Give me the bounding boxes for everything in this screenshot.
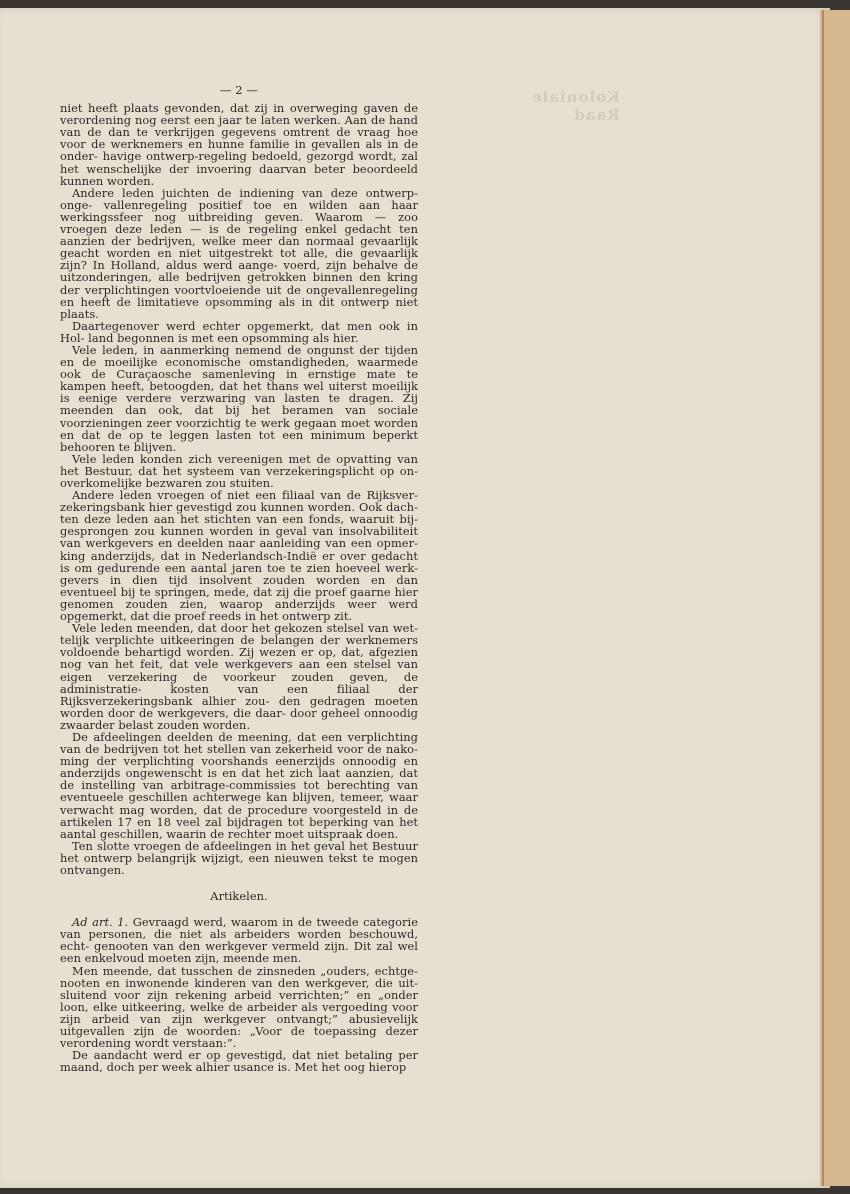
paragraph: Ten slotte vroegen de afdeelingen in het geval het Bestuur het ontwerp belangrijk wijzigt, een nieuwen tekst te mogen ontvangen. bbox=[60, 838, 418, 877]
bleed-through-text: Koloniale Raad bbox=[531, 88, 620, 124]
next-page-edge bbox=[820, 10, 850, 1186]
paragraph: Andere leden juichten de indiening van deze ontwerp-onge- vallenregeling positief toe en wilden aan haar werkingssfeer nog uitbreiding geven. Waarom — zoo vroegen deze leden — is de regeling enkel gedacht ten aanzien der bedrijven, welke meer dan normaal gevaarlijk geacht worden en niet uitgestrekt tot alle, die gevaarlijk zijn? In Holland, aldus werd aange- voerd, zijn behalve de uitzonderingen, alle bedrijven getrokken binnen den kring der verplichtingen voortvloeiende uit de ongevallenregeling en heeft de limitatieve opsomming als in dit ontwerp niet plaats. bbox=[60, 185, 418, 321]
page-number: — 2 — bbox=[220, 83, 258, 97]
paragraph: De aandacht werd er op gevestigd, dat niet betaling per maand, doch per week alhier usance is. Met het oog hierop bbox=[60, 1048, 418, 1075]
document-body bbox=[60, 84, 418, 1073]
paragraph: Men meende, dat tusschen de zinsneden „ouders, echtge- nooten en inwonende kinderen van den werkgever, die uit- sluitend voor zijn rekening arbeid verrichten;” en „onder loon, elke uitkeering, welke de arbeider als vergoeding voor zijn arbeid van zijn werkgever ontvangt;” abusievelijk uitgevallen zijn de woorden: „Voor de toepassing dezer verordening wordt verstaan:”. bbox=[60, 963, 418, 1051]
paragraph-continuation: niet heeft plaats gevonden, dat zij in overweging gaven de verordening nog eerst een jaar te laten werken. Aan de hand van de dan te verkrijgen gegevens omtrent de vraag hoe voor de werknemers en hunne familie in gevallen als in de onder- havige ontwerp-regeling bedoeld, gezorgd wordt, zal het wenschelijke der invoering daarvan beter beoordeeld kunnen worden. bbox=[60, 101, 418, 188]
section-heading: Artikelen. bbox=[210, 889, 268, 904]
article-label: Ad art. 1. bbox=[72, 915, 129, 930]
paragraph: De afdeelingen deelden de meening, dat een verplichting van de bedrijven tot het stellen van zekerheid voor de nako- ming der verplichting voorshands eenerzijds onnoodig en anderzijds ongewenscht is en dat het zich laat aanzien, dat de instelling van arbitrage-commissies tot berechting van eventueele geschillen achterwege kan blijven, temeer, waar verwacht mag worden, dat de procedure voorgesteld in de artikelen 17 en 18 veel zal bijdragen tot beperking van het aantal geschillen, waarin de rechter moet uitspraak doen. bbox=[60, 729, 418, 841]
paragraph: Vele leden konden zich vereenigen met de opvatting van het Bestuur, dat het systeem van verzekeringsplicht op on- overkomelijke bezwaren zou stuiten. bbox=[60, 451, 418, 490]
paragraph: Andere leden vroegen of niet een filiaal van de Rijksver- zekeringsbank hier gevestigd zou kunnen worden. Ook dach- ten deze leden aan het stichten van een fonds, waaruit bij- gesprongen zou kunnen worden in geval van insolvabiliteit van werkgevers en deelden naar aanleiding van een opmer- king anderzijds, dat in Nederlandsch-Indië er over gedacht is om gedurende een aantal jaren toe te zien hoeveel werk- gevers in dien tijd insolvent zouden worden en dan eventueel bij te springen, mede, dat zij die proef gaarne hier genomen zouden zien, waarop anderzijds weer werd opgemerkt, dat die proef reeds in het ontwerp zit. bbox=[60, 488, 418, 624]
article-text: Gevraagd werd, waarom in de tweede categorie van personen, die niet als arbeiders worden beschouwd, echt- genooten van den werkgever vermeld zijn. Dit zal wel een enkelvoud moeten zijn, meende men. bbox=[60, 915, 419, 966]
paragraph: Vele leden meenden, dat door het gekozen stelsel van wet- telijk verplichte uitkeeringen de belangen der werknemers voldoende behartigd worden. Zij wezen er op, dat, afgezien nog van het feit, dat vele werkgevers aan een stelsel van eigen verzekering de voorkeur zouden geven, de administratie- kosten van een filiaal der Rijksverzekeringsbank alhier zou- den gedragen moeten worden door de werkgevers, die daar- door geheel onnoodig zwaarder belast zouden worden. bbox=[60, 621, 418, 732]
article-paragraph bbox=[60, 916, 418, 964]
page-fold-line bbox=[822, 10, 824, 1186]
paragraph: Daartegenover werd echter opgemerkt, dat men ook in Hol- land begonnen is met een opsomming als hier. bbox=[60, 318, 418, 345]
paragraph: Vele leden, in aanmerking nemend de ongunst der tijden en de moeilijke economische omstandigheden, waarmede ook de Curaçaosche samenleving in ernstige mate te kampen heeft, betoogden, dat het thans wel uiterst moeilijk is eenige verdere verzwaring van lasten te dragen. Zij meenden dan ook, dat bij het beramen van sociale voorzieningen zeer voorzichtig te werk gegaan moet worden en dat de op te leggen lasten tot een minimum beperkt behooren te blijven. bbox=[60, 342, 418, 454]
